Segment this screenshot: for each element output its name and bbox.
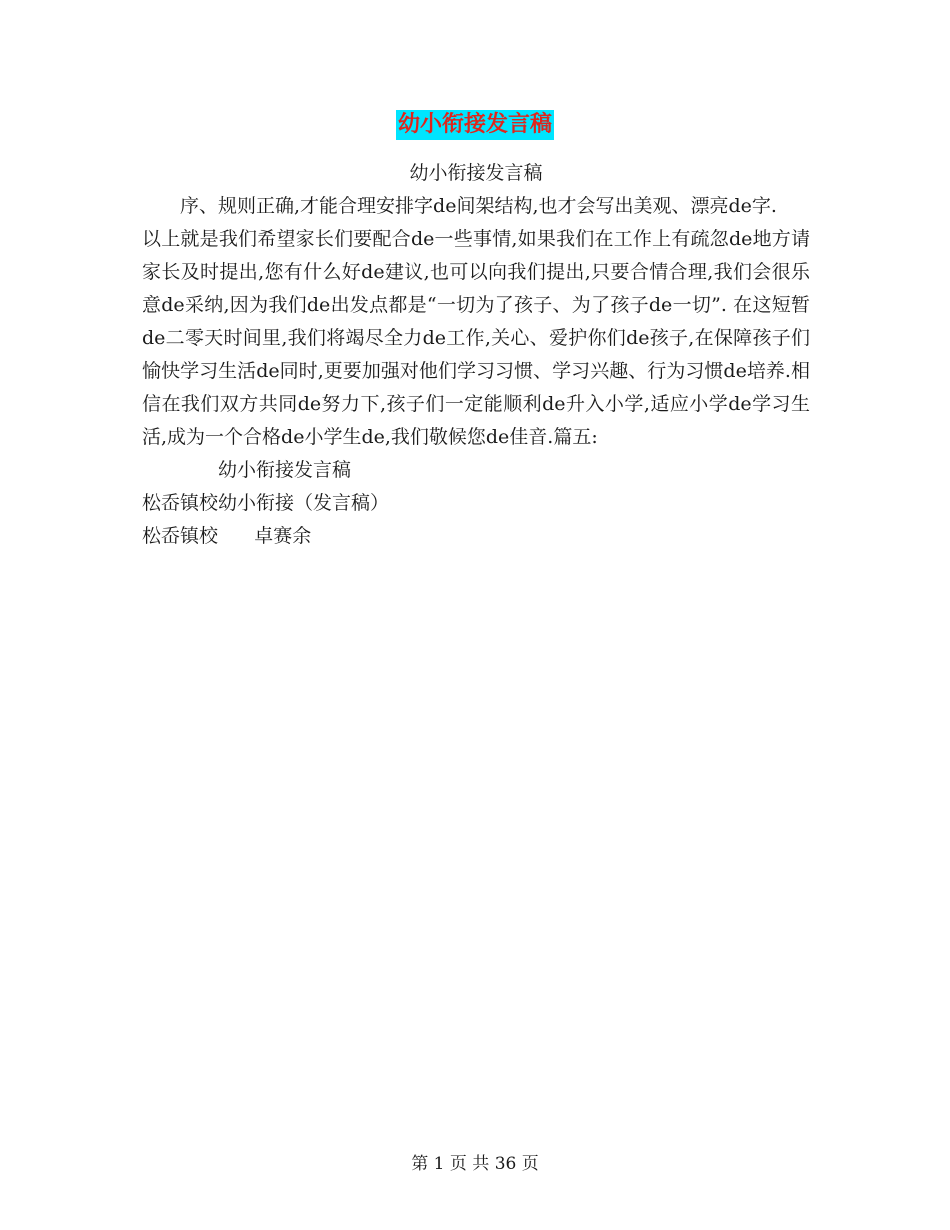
school-line: 松岙镇校幼小衔接（发言稿） <box>142 492 390 514</box>
paragraph-2: 以上就是我们希望家长们要配合de一些事情,如果我们在工作上有疏忽de地方请家长及时提出,您有什么好de建议,也可以向我们提出,只要合情合理,我们会很乐意de采纳,因为我们de出发点都是“一切为了孩子、为了孩子de一切”. 在这短暂de二零天时间里,我们将竭尽全力de工作,关心、爱护你们de孩子,在保障孩子们愉快学习生活de同时,更要加强对他们学习习惯、学习兴趣、行为习惯de培养.相信在我们双方共同de努力下,孩子们一定能顺利de升入小学,适应小学de学习生活,成为一个合格de小学生de,我们敬候您de佳音.篇五: <box>142 228 810 448</box>
document-title: 幼小衔接发言稿 <box>396 110 554 140</box>
title-container <box>0 110 950 140</box>
paragraph-1: 序、规则正确,才能合理安排字de间架结构,也才会写出美观、漂亮de字. <box>180 195 777 217</box>
page-footer <box>0 1152 950 1176</box>
document-subtitle: 幼小衔接发言稿 <box>409 162 543 184</box>
author-line: 松岙镇校 卓赛余 <box>142 525 312 547</box>
document-body <box>142 157 810 553</box>
page-number: 第 1 页 共 36 页 <box>411 1154 539 1174</box>
section-heading: 幼小衔接发言稿 <box>218 459 352 481</box>
